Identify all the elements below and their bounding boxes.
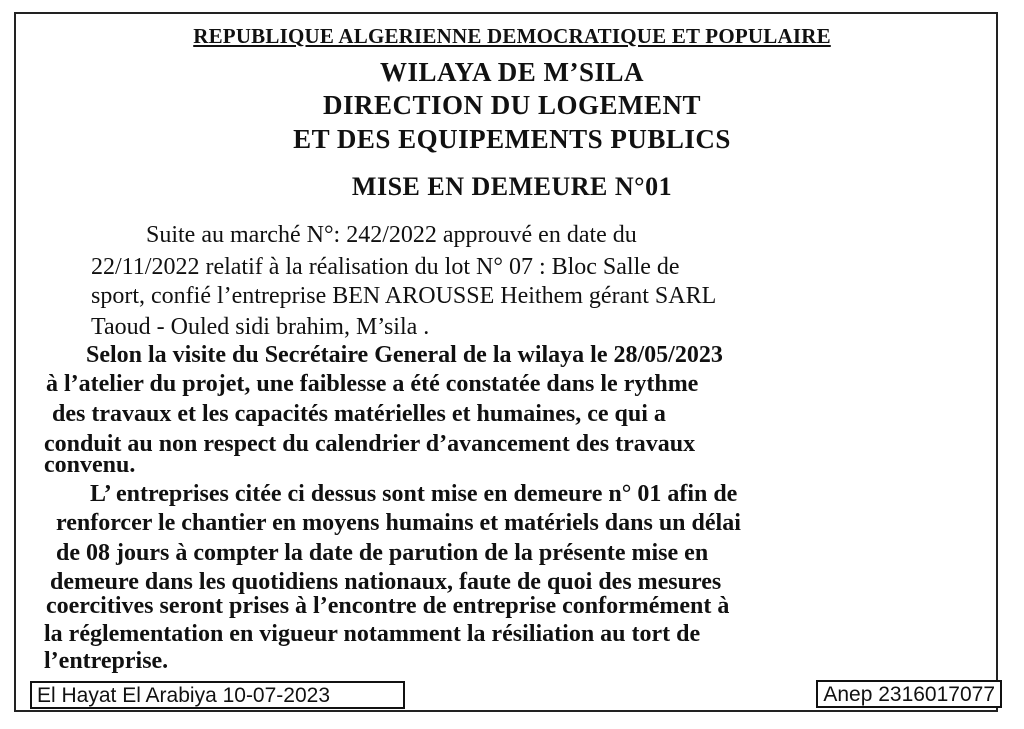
paragraph1-line: Suite au marché N°: 242/2022 approuvé en date du bbox=[146, 222, 637, 248]
notice-title: MISE EN DEMEURE N°01 bbox=[351, 172, 673, 201]
wilaya-heading: WILAYA DE M’SILA bbox=[379, 57, 645, 87]
paragraph3-line: la réglementation en vigueur notamment la résiliation au tort de bbox=[44, 621, 701, 647]
paragraph3-line: l’entreprise. bbox=[44, 648, 169, 674]
publication-label: El Hayat El Arabiya 10-07-2023 bbox=[30, 681, 405, 709]
paragraph3-line: de 08 jours à compter la date de parution de la présente mise en bbox=[56, 540, 709, 566]
paragraph3-line: demeure dans les quotidiens nationaux, faute de quoi des mesures bbox=[50, 569, 722, 595]
paragraph2-line: conduit au non respect du calendrier d’avancement des travaux bbox=[44, 431, 696, 457]
paragraph3-line: L’ entreprises citée ci dessus sont mise en demeure n° 01 afin de bbox=[90, 481, 738, 507]
paragraph2-line: des travaux et les capacités matérielles et humaines, ce qui a bbox=[52, 401, 666, 427]
paragraph1-line: Taoud - Ouled sidi brahim, M’sila . bbox=[91, 314, 430, 340]
reference-label: Anep 2316017077 bbox=[816, 680, 1002, 708]
paragraph2-line: à l’atelier du projet, une faiblesse a été constatée dans le rythme bbox=[46, 371, 699, 397]
paragraph3-line: renforcer le chantier en moyens humains et matériels dans un délai bbox=[56, 510, 741, 536]
paragraph2-line: Selon la visite du Secrétaire General de la wilaya le 28/05/2023 bbox=[86, 342, 723, 368]
country-heading: REPUBLIQUE ALGERIENNE DEMOCRATIQUE ET POPULAIRE bbox=[193, 24, 831, 48]
paragraph3-line: coercitives seront prises à l’encontre de entreprise conformément à bbox=[46, 593, 730, 619]
direction-heading-line2: ET DES EQUIPEMENTS PUBLICS bbox=[293, 124, 731, 154]
paragraph2-line: convenu. bbox=[44, 452, 136, 478]
paragraph1-line: 22/11/2022 relatif à la réalisation du lot N° 07 : Bloc Salle de bbox=[91, 254, 680, 280]
paragraph1-line: sport, confié l’entreprise BEN AROUSSE Heithem gérant SARL bbox=[91, 283, 717, 309]
direction-heading-line1: DIRECTION DU LOGEMENT bbox=[322, 90, 702, 120]
